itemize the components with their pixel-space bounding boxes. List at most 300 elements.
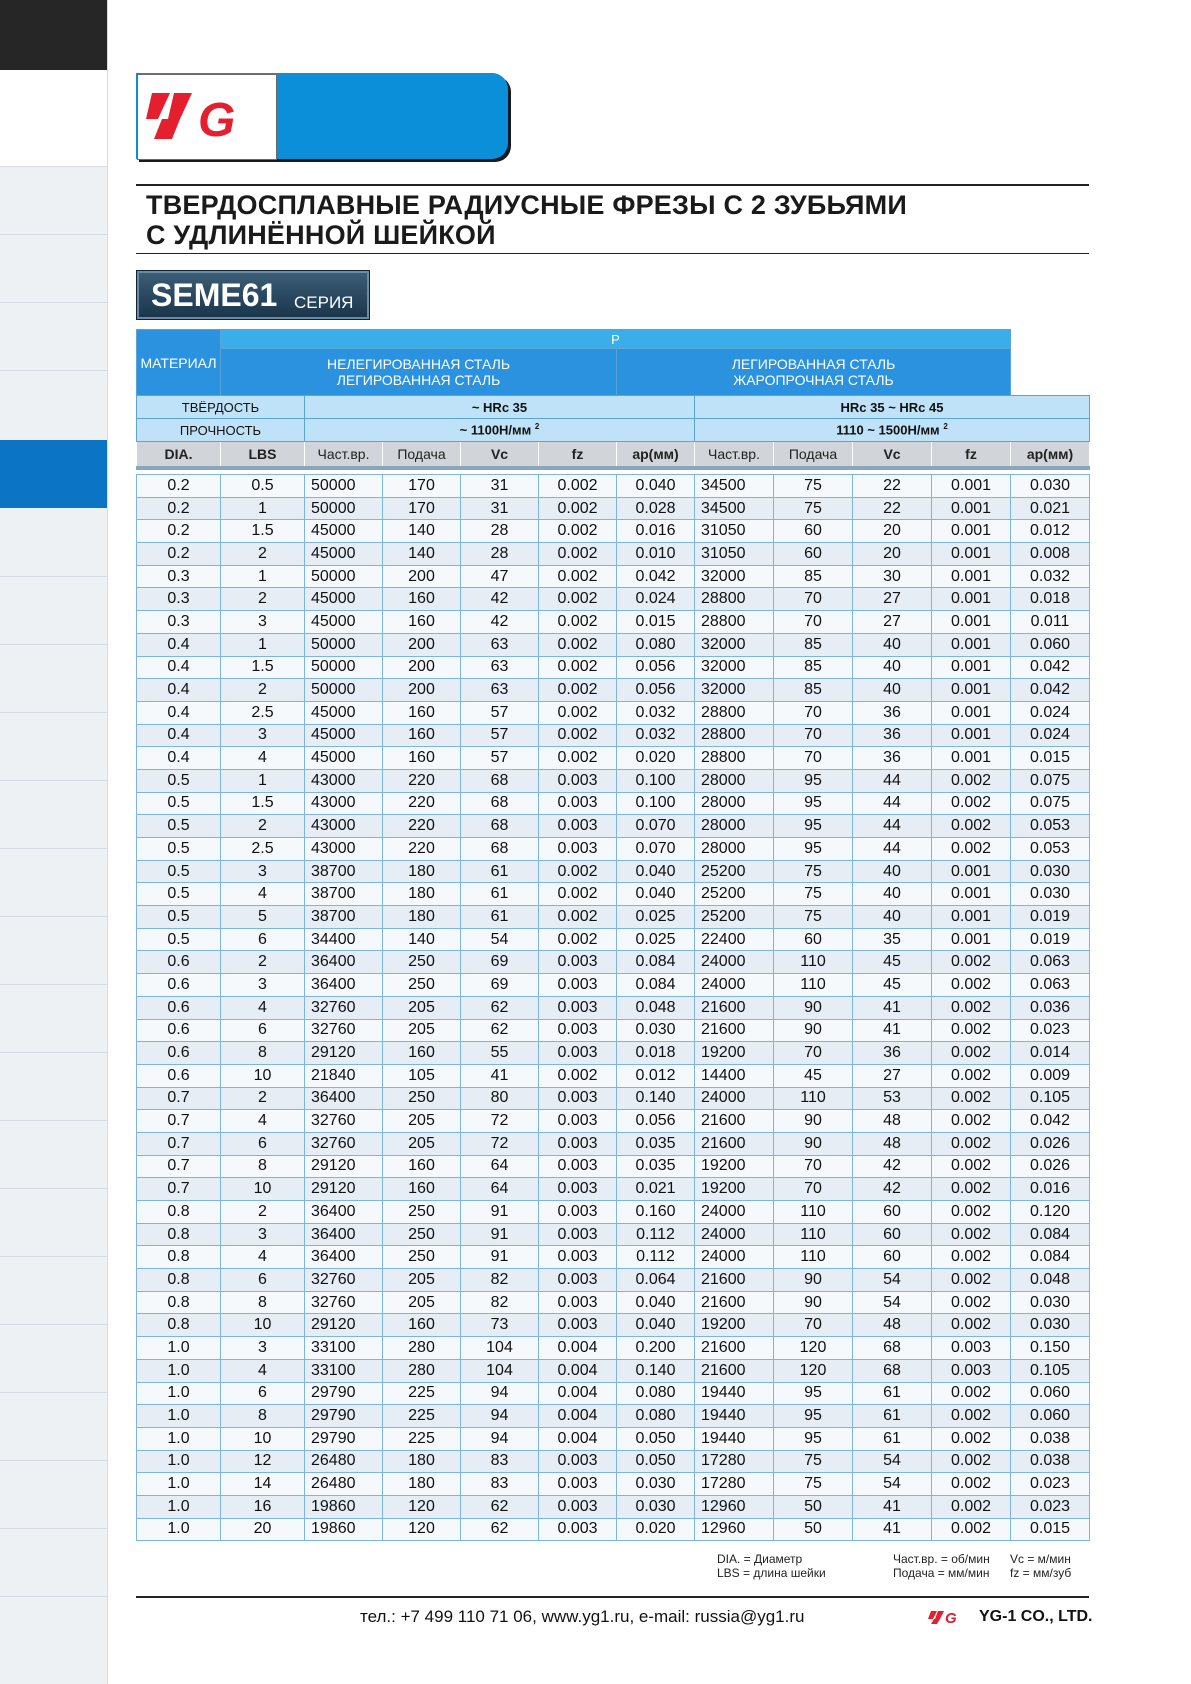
column-header: ap(мм)	[617, 442, 695, 469]
table-cell: 0.056	[617, 656, 695, 679]
table-cell: 45000	[305, 543, 383, 566]
table-cell: 0.4	[137, 724, 221, 747]
table-cell: 21600	[695, 1269, 774, 1292]
table-cell: 12	[221, 1450, 305, 1473]
table-cell: 17280	[695, 1450, 774, 1473]
table-cell: 0.8	[137, 1246, 221, 1269]
table-cell: 0.002	[539, 633, 617, 656]
table-cell: 68	[461, 792, 539, 815]
table-cell: 0.030	[1011, 475, 1090, 498]
table-cell: 0.5	[137, 815, 221, 838]
column-header: LBS	[221, 442, 305, 469]
table-cell: 1.0	[137, 1518, 221, 1541]
table-cell: 0.5	[137, 928, 221, 951]
table-cell: 0.016	[617, 520, 695, 543]
table-cell: 68	[461, 815, 539, 838]
table-cell: 45000	[305, 611, 383, 634]
table-cell: 24000	[695, 974, 774, 997]
table-cell: 19440	[695, 1427, 774, 1450]
table-cell: 44	[853, 769, 932, 792]
table-cell: 41	[853, 1019, 932, 1042]
column-header: fz	[932, 442, 1011, 469]
table-cell: 8	[221, 1042, 305, 1065]
table-cell: 21600	[695, 996, 774, 1019]
table-cell: 0.002	[539, 497, 617, 520]
table-cell: 31	[461, 497, 539, 520]
table-cell: 8	[221, 1405, 305, 1428]
svg-text:G: G	[198, 94, 236, 145]
table-cell: 0.3	[137, 588, 221, 611]
side-tab-blank	[0, 70, 107, 167]
table-cell: 10	[221, 1314, 305, 1337]
table-cell: 4	[221, 747, 305, 770]
table-row	[137, 1110, 1090, 1133]
table-cell: 0.5	[137, 838, 221, 861]
table-cell: 0.7	[137, 1155, 221, 1178]
table-cell: 28800	[695, 747, 774, 770]
table-cell: 36	[853, 724, 932, 747]
title-line-2: С УДЛИНЁННОЙ ШЕЙКОЙ	[146, 220, 496, 250]
table-cell: 36400	[305, 1087, 383, 1110]
table-cell: 19200	[695, 1178, 774, 1201]
table-row	[137, 1473, 1090, 1496]
column-header: Vc	[853, 442, 932, 469]
table-cell: 0.5	[137, 769, 221, 792]
table-cell: 0.6	[137, 996, 221, 1019]
table-cell: 0.050	[617, 1450, 695, 1473]
table-cell: 19200	[695, 1314, 774, 1337]
table-row	[137, 1495, 1090, 1518]
table-cell: 42	[461, 611, 539, 634]
table-cell: 62	[461, 1518, 539, 1541]
table-cell: 83	[461, 1450, 539, 1473]
table-cell: 70	[774, 1178, 853, 1201]
table-cell: 0.8	[137, 1291, 221, 1314]
table-cell: 45	[853, 974, 932, 997]
table-cell: 90	[774, 1110, 853, 1133]
table-cell: 0.001	[932, 588, 1011, 611]
table-cell: 3	[221, 1223, 305, 1246]
side-tab-divider	[0, 1528, 107, 1529]
table-cell: 0.001	[932, 906, 1011, 929]
table-cell: 40	[853, 860, 932, 883]
table-cell: 220	[383, 769, 461, 792]
table-cell: 54	[853, 1269, 932, 1292]
table-cell: 48	[853, 1110, 932, 1133]
table-row	[137, 611, 1090, 634]
table-cell: 0.140	[617, 1087, 695, 1110]
legend-right	[1010, 1552, 1071, 1580]
table-cell: 28800	[695, 588, 774, 611]
table-cell: 205	[383, 1110, 461, 1133]
table-cell: 3	[221, 974, 305, 997]
table-cell: 0.002	[932, 815, 1011, 838]
table-cell: 21840	[305, 1064, 383, 1087]
table-cell: 61	[853, 1427, 932, 1450]
table-cell: 0.021	[617, 1178, 695, 1201]
table-cell: 4	[221, 883, 305, 906]
table-cell: 0.4	[137, 679, 221, 702]
table-cell: 94	[461, 1427, 539, 1450]
table-cell: 19440	[695, 1382, 774, 1405]
table-cell: 220	[383, 838, 461, 861]
table-cell: 0.040	[617, 883, 695, 906]
table-row	[137, 951, 1090, 974]
material-1-line-2: ЛЕГИРОВАННАЯ СТАЛЬ	[336, 372, 501, 388]
table-row	[137, 497, 1090, 520]
table-cell: 0.014	[1011, 1042, 1090, 1065]
table-cell: 28800	[695, 701, 774, 724]
table-cell: 54	[853, 1291, 932, 1314]
table-cell: 0.030	[1011, 860, 1090, 883]
table-cell: 0.003	[539, 769, 617, 792]
table-cell: 0.003	[539, 1291, 617, 1314]
table-cell: 225	[383, 1382, 461, 1405]
table-cell: 45000	[305, 747, 383, 770]
table-cell: 200	[383, 679, 461, 702]
table-cell: 0.002	[932, 1223, 1011, 1246]
table-cell: 91	[461, 1223, 539, 1246]
table-cell: 90	[774, 1019, 853, 1042]
table-cell: 33100	[305, 1337, 383, 1360]
side-tab-divider	[0, 1392, 107, 1393]
table-cell: 0.002	[932, 1473, 1011, 1496]
table-cell: 0.003	[539, 1201, 617, 1224]
table-row	[137, 1337, 1090, 1360]
table-cell: 47	[461, 565, 539, 588]
table-cell: 205	[383, 996, 461, 1019]
legend-lbs: LBS = длина шейки	[717, 1566, 826, 1580]
hardness-1: ~ HRc 35	[305, 396, 695, 419]
table-cell: 61	[461, 860, 539, 883]
strength-2-value: 1110 ~ 1500H/мм	[836, 422, 940, 438]
table-cell: 0.012	[617, 1064, 695, 1087]
table-cell: 0.002	[932, 951, 1011, 974]
table-cell: 0.002	[539, 906, 617, 929]
table-cell: 140	[383, 928, 461, 951]
table-cell: 43000	[305, 792, 383, 815]
table-cell: 110	[774, 1223, 853, 1246]
table-cell: 160	[383, 588, 461, 611]
table-cell: 0.060	[1011, 1405, 1090, 1428]
table-cell: 5	[221, 906, 305, 929]
table-cell: 6	[221, 1019, 305, 1042]
table-cell: 0.021	[1011, 497, 1090, 520]
table-cell: 0.112	[617, 1246, 695, 1269]
table-cell: 70	[774, 1042, 853, 1065]
table-cell: 0.003	[539, 974, 617, 997]
column-header: fz	[539, 442, 617, 469]
table-cell: 0.080	[617, 1405, 695, 1428]
table-cell: 0.003	[539, 815, 617, 838]
table-cell: 25200	[695, 906, 774, 929]
table-cell: 29790	[305, 1382, 383, 1405]
table-cell: 225	[383, 1405, 461, 1428]
table-cell: 0.002	[539, 724, 617, 747]
table-cell: 25200	[695, 883, 774, 906]
table-row	[137, 1246, 1090, 1269]
table-cell: 53	[853, 1087, 932, 1110]
strength-1-value: ~ 1100H/мм	[459, 422, 532, 438]
table-cell: 0.036	[1011, 996, 1090, 1019]
table-cell: 0.5	[137, 906, 221, 929]
legend-vc: Vc = м/мин	[1010, 1552, 1071, 1566]
footer-rule	[136, 1596, 1089, 1598]
table-cell: 0.001	[932, 747, 1011, 770]
table-cell: 45000	[305, 588, 383, 611]
table-cell: 36	[853, 747, 932, 770]
table-cell: 0.010	[617, 543, 695, 566]
table-row	[137, 1291, 1090, 1314]
table-cell: 54	[853, 1473, 932, 1496]
table-cell: 72	[461, 1110, 539, 1133]
table-cell: 0.056	[617, 679, 695, 702]
material-alloyed	[617, 349, 1011, 396]
table-cell: 280	[383, 1359, 461, 1382]
table-cell: 0.112	[617, 1223, 695, 1246]
table-cell: 29790	[305, 1427, 383, 1450]
table-cell: 0.003	[539, 1450, 617, 1473]
table-cell: 24000	[695, 951, 774, 974]
table-cell: 0.003	[539, 996, 617, 1019]
table-cell: 0.5	[137, 792, 221, 815]
table-cell: 0.030	[617, 1495, 695, 1518]
table-cell: 29120	[305, 1155, 383, 1178]
table-cell: 0.002	[932, 1518, 1011, 1541]
table-cell: 250	[383, 1087, 461, 1110]
table-cell: 0.5	[221, 475, 305, 498]
table-cell: 32000	[695, 565, 774, 588]
table-row	[137, 769, 1090, 792]
table-cell: 0.020	[617, 747, 695, 770]
table-cell: 0.015	[1011, 747, 1090, 770]
table-cell: 0.048	[1011, 1269, 1090, 1292]
table-cell: 0.003	[539, 1269, 617, 1292]
table-cell: 0.035	[617, 1155, 695, 1178]
table-cell: 0.001	[932, 860, 1011, 883]
table-cell: 36	[853, 1042, 932, 1065]
series-code: SEME61	[151, 277, 278, 313]
side-tab-divider	[0, 1120, 107, 1121]
table-cell: 0.050	[617, 1427, 695, 1450]
table-cell: 250	[383, 974, 461, 997]
table-cell: 28800	[695, 611, 774, 634]
table-cell: 36400	[305, 1201, 383, 1224]
table-cell: 64	[461, 1178, 539, 1201]
table-cell: 31050	[695, 543, 774, 566]
table-cell: 62	[461, 996, 539, 1019]
table-cell: 55	[461, 1042, 539, 1065]
table-cell: 4	[221, 1110, 305, 1133]
table-row	[137, 883, 1090, 906]
table-cell: 0.140	[617, 1359, 695, 1382]
table-cell: 140	[383, 543, 461, 566]
table-cell: 32000	[695, 633, 774, 656]
table-cell: 57	[461, 701, 539, 724]
hardness-2: HRc 35 ~ HRc 45	[695, 396, 1090, 419]
table-cell: 0.060	[1011, 1382, 1090, 1405]
table-cell: 0.105	[1011, 1359, 1090, 1382]
table-cell: 0.3	[137, 611, 221, 634]
table-cell: 0.025	[617, 928, 695, 951]
table-cell: 24000	[695, 1201, 774, 1224]
table-cell: 1	[221, 769, 305, 792]
table-cell: 3	[221, 1337, 305, 1360]
table-cell: 0.2	[137, 497, 221, 520]
table-row	[137, 656, 1090, 679]
table-cell: 36400	[305, 1223, 383, 1246]
table-cell: 0.002	[539, 543, 617, 566]
side-tab-divider	[0, 916, 107, 917]
table-cell: 63	[461, 633, 539, 656]
table-cell: 0.8	[137, 1314, 221, 1337]
table-cell: 0.6	[137, 1064, 221, 1087]
table-cell: 44	[853, 792, 932, 815]
table-cell: 43000	[305, 769, 383, 792]
table-cell: 0.2	[137, 543, 221, 566]
table-cell: 61	[461, 883, 539, 906]
side-tab-divider	[0, 848, 107, 849]
table-row	[137, 679, 1090, 702]
table-cell: 0.042	[1011, 1110, 1090, 1133]
table-cell: 0.030	[1011, 883, 1090, 906]
table-cell: 17280	[695, 1473, 774, 1496]
table-cell: 4	[221, 996, 305, 1019]
table-cell: 0.100	[617, 769, 695, 792]
table-cell: 0.002	[932, 1427, 1011, 1450]
table-cell: 160	[383, 1155, 461, 1178]
table-cell: 0.023	[1011, 1473, 1090, 1496]
table-row	[137, 1042, 1090, 1065]
column-header: ap(мм)	[1011, 442, 1090, 469]
table-cell: 0.063	[1011, 974, 1090, 997]
table-cell: 0.003	[539, 1110, 617, 1133]
table-cell: 48	[853, 1132, 932, 1155]
table-cell: 0.002	[932, 838, 1011, 861]
table-cell: 19860	[305, 1518, 383, 1541]
table-cell: 38700	[305, 883, 383, 906]
table-cell: 45000	[305, 724, 383, 747]
side-tab-active[interactable]	[0, 440, 107, 508]
side-tab-header	[0, 0, 107, 70]
table-cell: 50	[774, 1518, 853, 1541]
table-cell: 0.002	[539, 679, 617, 702]
table-row	[137, 1087, 1090, 1110]
table-cell: 1.5	[221, 656, 305, 679]
table-cell: 250	[383, 1223, 461, 1246]
table-cell: 26480	[305, 1450, 383, 1473]
table-cell: 60	[853, 1201, 932, 1224]
table-cell: 34500	[695, 497, 774, 520]
table-cell: 0.5	[137, 860, 221, 883]
table-cell: 2	[221, 679, 305, 702]
table-cell: 0.001	[932, 633, 1011, 656]
column-header: Vc	[461, 442, 539, 469]
table-row	[137, 565, 1090, 588]
table-cell: 70	[774, 588, 853, 611]
table-cell: 0.070	[617, 838, 695, 861]
table-cell: 0.4	[137, 701, 221, 724]
table-cell: 0.040	[617, 860, 695, 883]
table-cell: 0.6	[137, 951, 221, 974]
column-header: Подача	[774, 442, 853, 469]
table-cell: 0.011	[1011, 611, 1090, 634]
table-cell: 54	[461, 928, 539, 951]
table-cell: 50	[774, 1495, 853, 1518]
table-cell: 0.042	[1011, 679, 1090, 702]
table-cell: 34400	[305, 928, 383, 951]
table-cell: 0.002	[539, 747, 617, 770]
table-row	[137, 838, 1090, 861]
table-cell: 36400	[305, 1246, 383, 1269]
table-cell: 220	[383, 792, 461, 815]
table-cell: 75	[774, 883, 853, 906]
table-cell: 0.002	[932, 1064, 1011, 1087]
side-tab-divider	[0, 234, 107, 235]
table-cell: 33100	[305, 1359, 383, 1382]
material-2-line-1: ЛЕГИРОВАННАЯ СТАЛЬ	[731, 356, 896, 372]
table-cell: 34500	[695, 475, 774, 498]
table-cell: 61	[853, 1405, 932, 1428]
side-tab-divider	[0, 1052, 107, 1053]
table-cell: 82	[461, 1291, 539, 1314]
table-cell: 36	[853, 701, 932, 724]
table-cell: 0.7	[137, 1087, 221, 1110]
table-cell: 45000	[305, 701, 383, 724]
table-cell: 0.002	[932, 1269, 1011, 1292]
table-cell: 64	[461, 1155, 539, 1178]
table-cell: 0.035	[617, 1132, 695, 1155]
table-cell: 0.015	[617, 611, 695, 634]
table-cell: 43000	[305, 838, 383, 861]
table-cell: 16	[221, 1495, 305, 1518]
table-cell: 280	[383, 1337, 461, 1360]
table-cell: 0.053	[1011, 838, 1090, 861]
table-cell: 48	[853, 1314, 932, 1337]
table-cell: 180	[383, 906, 461, 929]
side-tab-divider	[0, 984, 107, 985]
table-cell: 0.075	[1011, 769, 1090, 792]
material-2-line-2: ЖАРОПРОЧНАЯ СТАЛЬ	[733, 372, 894, 388]
table-cell: 0.001	[932, 520, 1011, 543]
table-cell: 22	[853, 475, 932, 498]
table-cell: 27	[853, 588, 932, 611]
table-cell: 0.016	[1011, 1178, 1090, 1201]
table-cell: 2	[221, 951, 305, 974]
table-cell: 0.009	[1011, 1064, 1090, 1087]
table-row	[137, 543, 1090, 566]
table-cell: 0.6	[137, 974, 221, 997]
table-cell: 160	[383, 701, 461, 724]
yg-mini-logo-icon	[928, 1610, 972, 1624]
table-row	[137, 1132, 1090, 1155]
table-cell: 14400	[695, 1064, 774, 1087]
table-cell: 0.003	[539, 1042, 617, 1065]
table-cell: 0.2	[137, 520, 221, 543]
table-cell: 61	[853, 1382, 932, 1405]
table-cell: 50000	[305, 565, 383, 588]
table-row	[137, 1269, 1090, 1292]
table-cell: 2	[221, 1087, 305, 1110]
svg-text:G: G	[945, 1610, 957, 1624]
table-cell: 0.002	[539, 656, 617, 679]
table-cell: 4	[221, 1359, 305, 1382]
side-tab-divider	[0, 1188, 107, 1189]
table-cell: 0.084	[617, 974, 695, 997]
table-cell: 0.024	[1011, 724, 1090, 747]
table-cell: 19200	[695, 1155, 774, 1178]
table-cell: 60	[853, 1246, 932, 1269]
